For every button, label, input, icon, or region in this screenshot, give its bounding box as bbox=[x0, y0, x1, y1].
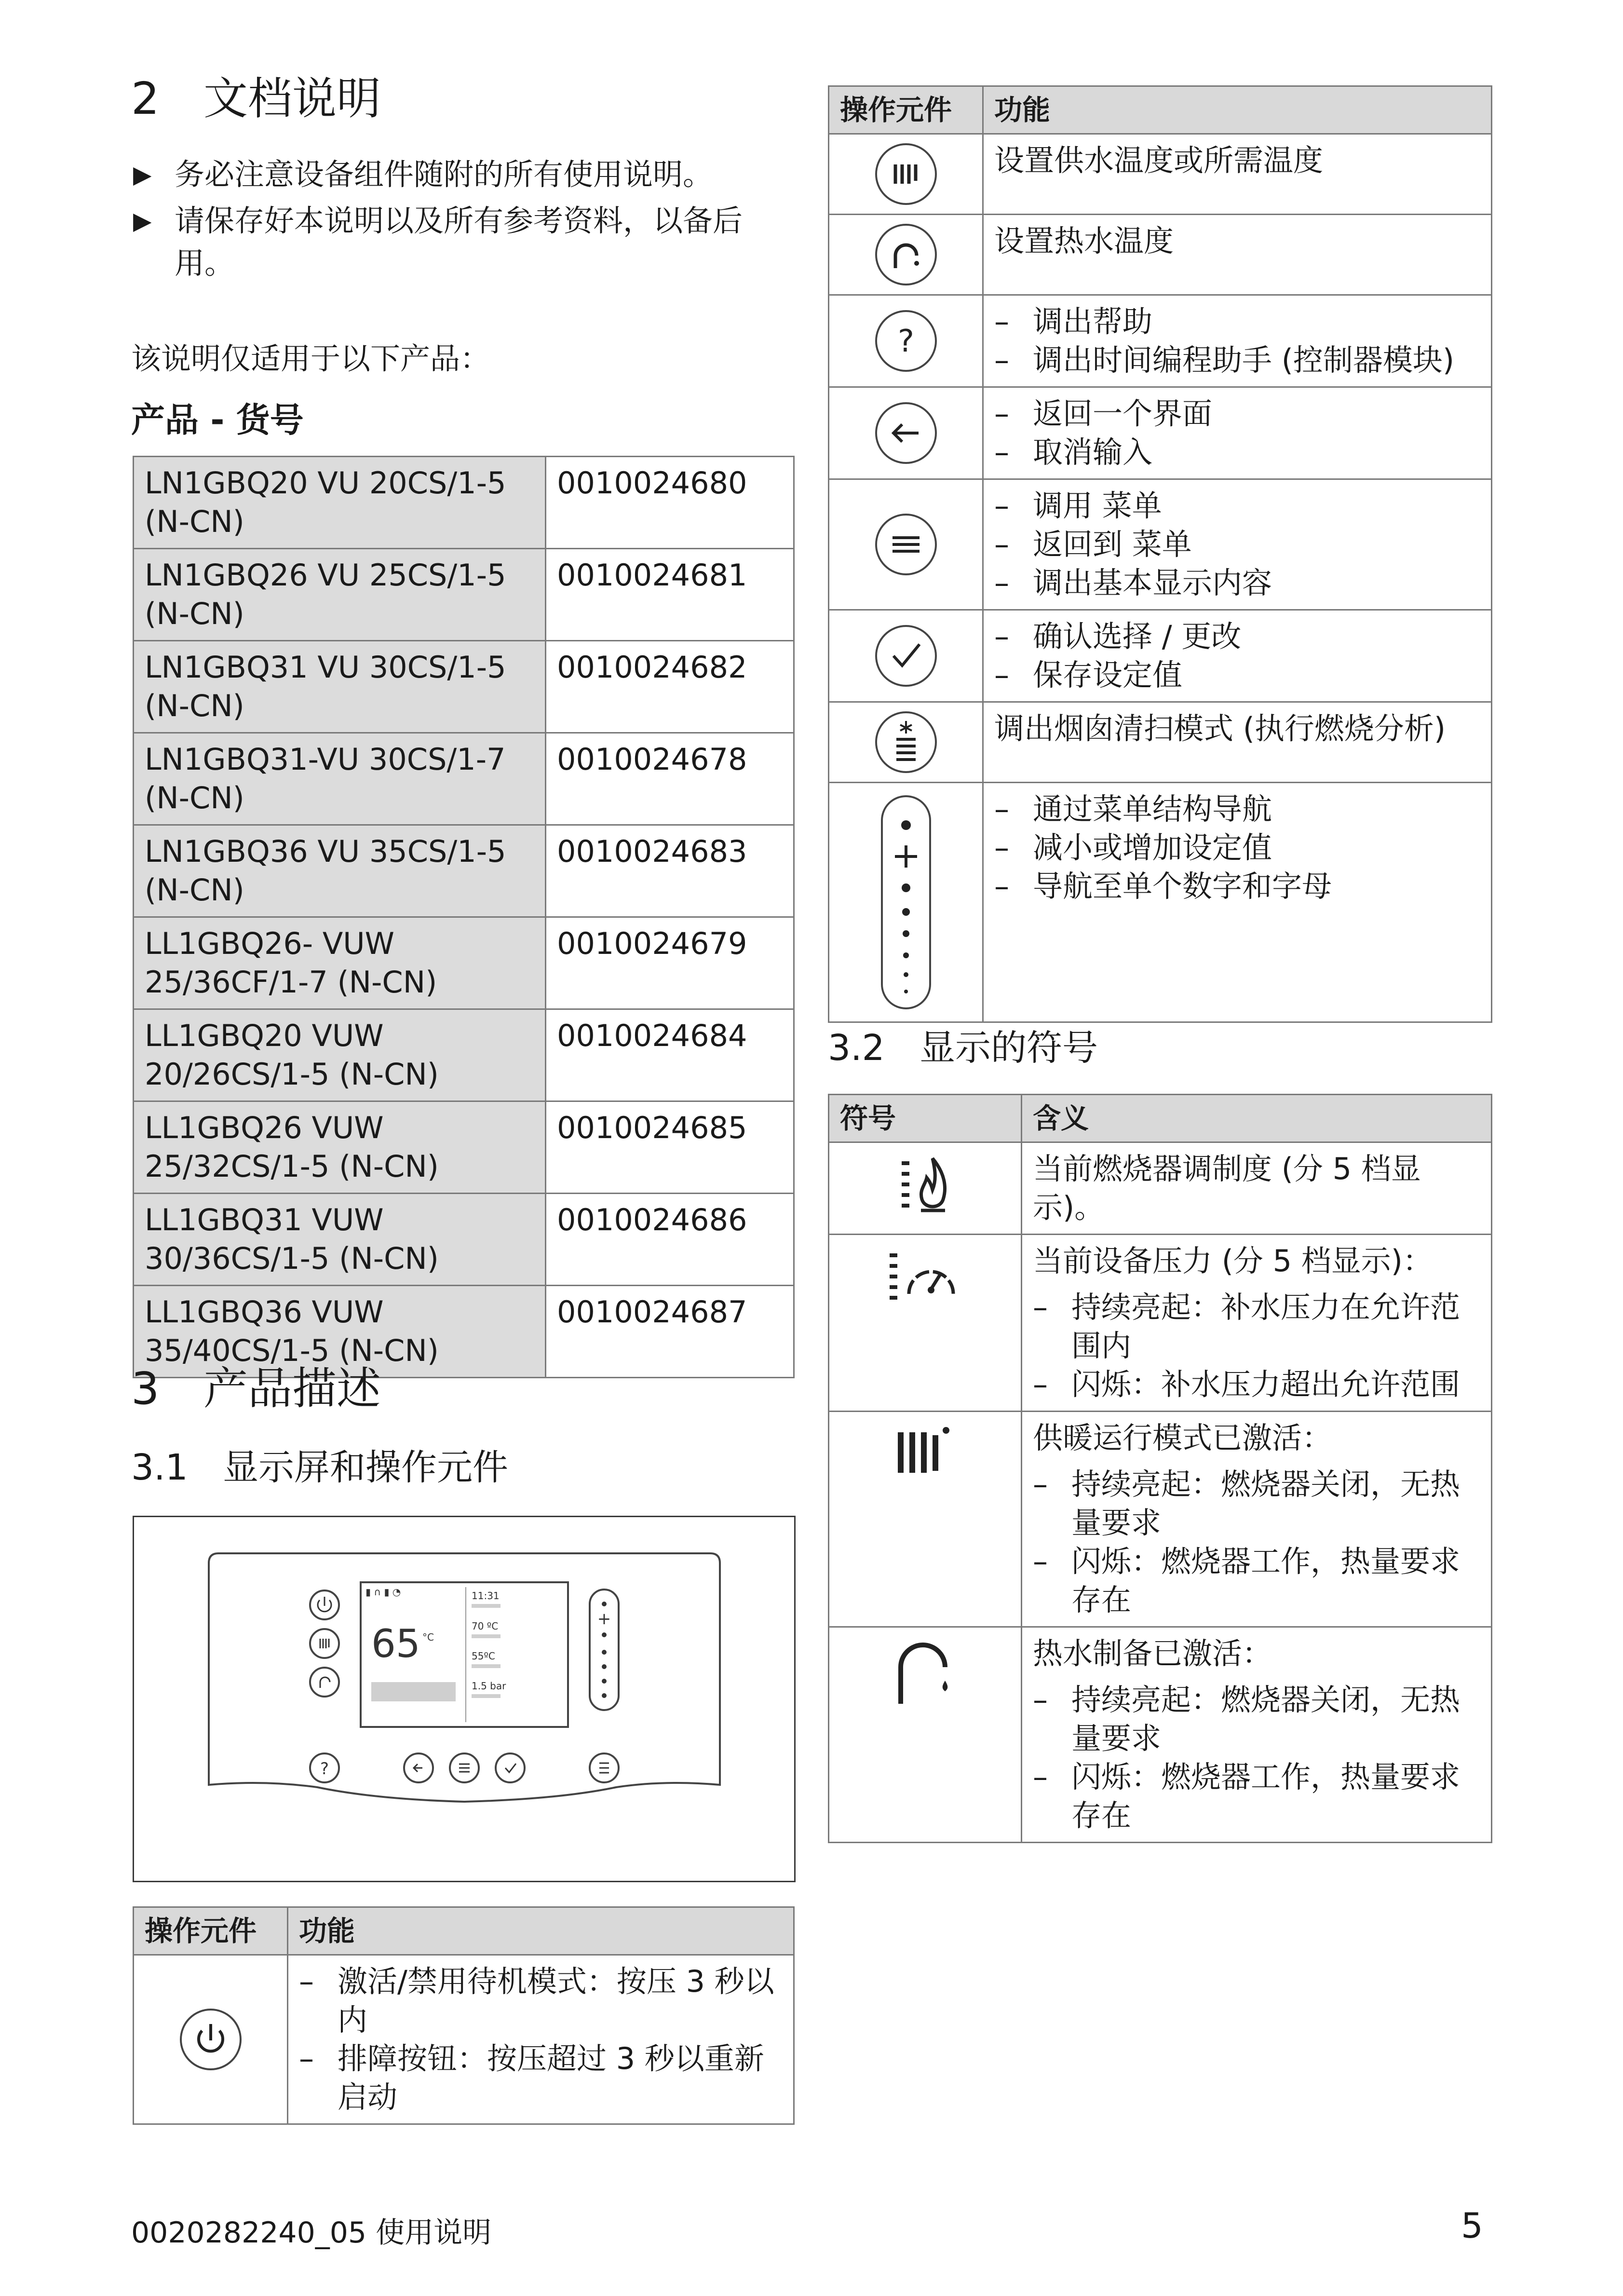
product-code: 0010024683 bbox=[546, 825, 794, 917]
product-code: 0010024685 bbox=[546, 1101, 794, 1194]
table-header-function: 功能 bbox=[288, 1907, 794, 1955]
icon-cell bbox=[829, 783, 983, 1022]
triangle-bullet-icon: ▶ bbox=[133, 161, 152, 189]
product-row bbox=[134, 1194, 794, 1286]
display-water-temp: 55ºC bbox=[472, 1650, 495, 1662]
control-row bbox=[829, 215, 1492, 295]
svg-text:?: ? bbox=[320, 1759, 329, 1779]
instruction-item: ▶ 务必注意设备组件随附的所有使用说明。 bbox=[131, 153, 758, 196]
product-code: 0010024682 bbox=[546, 641, 794, 733]
power-icon bbox=[177, 2006, 244, 2073]
display-temperature: 65 bbox=[371, 1621, 420, 1666]
flame-level-icon bbox=[899, 1154, 952, 1216]
function-cell: – 调用 菜单 – 返回到 菜单 – 调出基本显示内容 bbox=[983, 479, 1492, 610]
product-row bbox=[134, 1009, 794, 1101]
function-cell: – 通过菜单结构导航 – 减小或增加设定值 – 导航至单个数字和字母 bbox=[983, 783, 1492, 1022]
power-control-table bbox=[133, 1906, 795, 2125]
control-row bbox=[829, 610, 1492, 702]
symbol-cell bbox=[829, 1235, 1022, 1412]
function-cell: 设置热水温度 bbox=[983, 215, 1492, 295]
meaning-cell: 当前设备压力 (分 5 档显示)： – 持续亮起：补水压力在允许范围内 – 闪烁：补水压力超出允许范围 bbox=[1022, 1235, 1492, 1412]
display-temperature-unit: °C bbox=[422, 1631, 434, 1643]
heating-mode-icon bbox=[894, 1423, 957, 1481]
symbol-cell bbox=[829, 1627, 1022, 1843]
product-model: LN1GBQ31-VU 30CS/1-7 (N-CN) bbox=[134, 733, 546, 825]
section-3-2-heading: 3.2 显示的符号 bbox=[828, 1027, 1098, 1069]
symbol-row bbox=[829, 1142, 1492, 1235]
table-header-function: 功能 bbox=[983, 86, 1492, 134]
meaning-cell: 热水制备已激活： – 持续亮起：燃烧器关闭，无热量要求 – 闪烁：燃烧器工作，热量要求存在 bbox=[1022, 1627, 1492, 1843]
product-code: 0010024679 bbox=[546, 917, 794, 1009]
product-code: 0010024686 bbox=[546, 1194, 794, 1286]
product-code: 0010024687 bbox=[546, 1286, 794, 1378]
function-cell: – 激活/禁用待机模式：按压 3 秒以内 – 排障按钮：按压超过 3 秒以重新启动 bbox=[288, 1955, 794, 2124]
icon-cell bbox=[829, 387, 983, 479]
icon-cell bbox=[829, 215, 983, 295]
section-2-heading bbox=[131, 72, 381, 125]
intro-text: 该说明仅适用于以下产品： bbox=[131, 341, 490, 376]
function-cell: – 调出帮助 – 调出时间编程助手 (控制器模块) bbox=[983, 295, 1492, 387]
symbol-cell bbox=[829, 1142, 1022, 1235]
symbol-row bbox=[829, 1627, 1492, 1843]
pressure-gauge-icon bbox=[887, 1246, 964, 1304]
product-code: 0010024678 bbox=[546, 733, 794, 825]
product-row bbox=[134, 917, 794, 1009]
function-cell: – 确认选择 / 更改 – 保存设定值 bbox=[983, 610, 1492, 702]
table-row bbox=[134, 1955, 794, 2124]
menu-icon bbox=[872, 511, 940, 578]
check-icon bbox=[872, 622, 940, 690]
symbol-row bbox=[829, 1412, 1492, 1627]
device-illustration bbox=[133, 1516, 796, 1882]
product-model: LL1GBQ36 VUW 35/40CS/1-5 (N-CN) bbox=[134, 1286, 546, 1378]
icon-cell bbox=[829, 610, 983, 702]
table-header-element: 操作元件 bbox=[829, 86, 983, 134]
symbol-row bbox=[829, 1235, 1492, 1412]
section-3-heading: 3 产品描述 bbox=[131, 1363, 381, 1414]
icon-cell bbox=[829, 479, 983, 610]
instruction-list bbox=[131, 153, 758, 288]
control-row bbox=[829, 783, 1492, 1022]
control-row bbox=[829, 702, 1492, 783]
product-row bbox=[134, 825, 794, 917]
scroll-wheel-icon bbox=[877, 791, 935, 1013]
svg-text:▮ ∩ ▮ ◔: ▮ ∩ ▮ ◔ bbox=[365, 1586, 401, 1598]
control-row bbox=[829, 479, 1492, 610]
tap-icon bbox=[872, 221, 940, 288]
back-arrow-icon bbox=[872, 399, 940, 467]
meaning-cell: 当前燃烧器调制度 (分 5 档显示)。 bbox=[1022, 1142, 1492, 1235]
control-row bbox=[829, 134, 1492, 215]
display-flow-temp: 70 ºC bbox=[472, 1620, 499, 1632]
function-cell: 设置供水温度或所需温度 bbox=[983, 134, 1492, 215]
product-model: LN1GBQ20 VU 20CS/1-5 (N-CN) bbox=[134, 457, 546, 549]
product-row bbox=[134, 733, 794, 825]
display-time: 11:31 bbox=[472, 1590, 500, 1602]
display-pressure: 1.5 bar bbox=[472, 1680, 506, 1692]
product-row bbox=[134, 457, 794, 549]
product-code: 0010024680 bbox=[546, 457, 794, 549]
icon-cell bbox=[134, 1955, 288, 2124]
table-header-meaning: 含义 bbox=[1022, 1095, 1492, 1142]
help-icon bbox=[872, 307, 940, 375]
table-header-element: 操作元件 bbox=[134, 1907, 288, 1955]
control-panel-drawing bbox=[134, 1517, 794, 1881]
product-code: 0010024681 bbox=[546, 549, 794, 641]
product-model: LL1GBQ26 VUW 25/32CS/1-5 (N-CN) bbox=[134, 1101, 546, 1194]
radiator-icon bbox=[872, 140, 940, 208]
svg-text:?: ? bbox=[897, 324, 914, 359]
hot-water-icon bbox=[894, 1638, 957, 1706]
function-cell: 调出烟囱清扫模式 (执行燃烧分析) bbox=[983, 702, 1492, 783]
product-row bbox=[134, 1101, 794, 1194]
chimney-sweep-icon bbox=[872, 708, 940, 776]
icon-cell bbox=[829, 295, 983, 387]
section-title: 文档说明 bbox=[203, 73, 381, 124]
symbol-cell bbox=[829, 1412, 1022, 1627]
product-model: LN1GBQ36 VU 35CS/1-5 (N-CN) bbox=[134, 825, 546, 917]
control-row bbox=[829, 295, 1492, 387]
table-header-symbol: 符号 bbox=[829, 1095, 1022, 1142]
instruction-item: ▶ 请保存好本说明以及所有参考资料，以备后用。 bbox=[131, 200, 758, 285]
product-model: LN1GBQ31 VU 30CS/1-5 (N-CN) bbox=[134, 641, 546, 733]
product-subtitle: 产品 - 货号 bbox=[131, 400, 304, 440]
product-model: LL1GBQ20 VUW 20/26CS/1-5 (N-CN) bbox=[134, 1009, 546, 1101]
symbols-table bbox=[828, 1094, 1492, 1843]
function-cell: – 返回一个界面 – 取消输入 bbox=[983, 387, 1492, 479]
page-number: 5 bbox=[1461, 2205, 1483, 2246]
product-code: 0010024684 bbox=[546, 1009, 794, 1101]
control-row bbox=[829, 387, 1492, 479]
section-3-1-heading: 3.1 显示屏和操作元件 bbox=[131, 1447, 508, 1488]
meaning-cell: 供暖运行模式已激活： – 持续亮起：燃烧器关闭，无热量要求 – 闪烁：燃烧器工作，热量要求存在 bbox=[1022, 1412, 1492, 1627]
section-number: 2 bbox=[131, 73, 160, 124]
footer-doc-id: 0020282240_05 使用说明 bbox=[131, 2216, 492, 2250]
product-table bbox=[133, 456, 795, 1378]
controls-table bbox=[828, 85, 1492, 1023]
triangle-bullet-icon: ▶ bbox=[133, 207, 152, 235]
icon-cell bbox=[829, 134, 983, 215]
product-model: LL1GBQ26- VUW 25/36CF/1-7 (N-CN) bbox=[134, 917, 546, 1009]
product-row bbox=[134, 641, 794, 733]
svg-text:+: + bbox=[597, 1609, 611, 1629]
product-row bbox=[134, 549, 794, 641]
product-model: LL1GBQ31 VUW 30/36CS/1-5 (N-CN) bbox=[134, 1194, 546, 1286]
icon-cell bbox=[829, 702, 983, 783]
product-model: LN1GBQ26 VU 25CS/1-5 (N-CN) bbox=[134, 549, 546, 641]
